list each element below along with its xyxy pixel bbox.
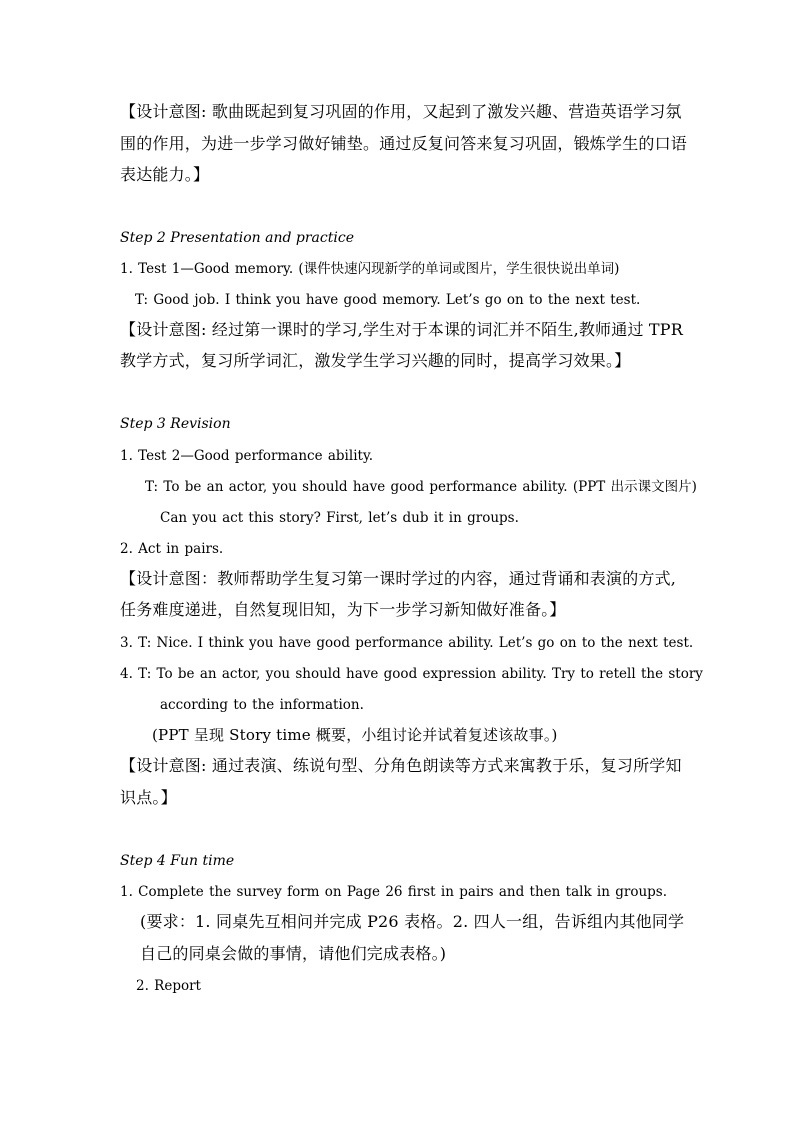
step-heading: Step 3 Revision [120,416,231,432]
design-intent-text: 识点。】 [120,788,177,807]
design-intent-text: 围的作用，为进一步学习做好铺垫。通过反复问答来复习巩固，锻炼学生的口语 [120,134,688,153]
list-item: 1. Complete the survey form on Page 26 first in pairs and then talk in groups. [120,884,667,900]
design-intent-text: 【设计意图：教师帮助学生复习第一课时学过的内容，通过背诵和表演的方式, [120,569,677,588]
design-intent-text: 任务难度递进，自然复现旧知，为下一步学习新知做好准备。】 [120,600,566,619]
design-intent-text: 【设计意图: 通过表演、练说句型、分角色朗读等方式来寓教于乐，复习所学知 [120,756,682,775]
design-intent-text: 【设计意图: 经过第一课时的学习,学生对于本课的词汇并不陌生,教师通过 TPR [120,320,684,339]
list-item-continuation: according to the information. [160,697,364,713]
teacher-line: T: To be an actor, you should have good performance ability. (PPT 出示课文图片) [145,479,697,495]
list-item: 2. Report [136,978,201,994]
list-item: 1. Test 1—Good memory. (课件快速闪现新学的单词或图片，学生很快说出单词) [120,261,620,277]
list-item: 2. Act in pairs. [120,541,224,557]
design-intent-text: 【设计意图: 歌曲既起到复习巩固的作用，又起到了激发兴趣、营造英语学习氛 [120,102,682,121]
list-item: 1. Test 2—Good performance ability. [120,448,374,464]
requirement-text: (要求：1. 同桌先互相问并完成 P26 表格。2. 四人一组，告诉组内其他同学 [140,912,685,931]
design-intent-text: 表达能力。】 [120,165,210,184]
teacher-line: T: Good job. I think you have good memory. Let’s go on to the next test. [135,292,641,308]
step-heading: Step 4 Fun time [120,853,235,869]
list-item: 4. T: To be an actor, you should have good expression ability. Try to retell the story [120,666,703,682]
requirement-text: 自己的同桌会做的事情，请他们完成表格。) [140,944,447,963]
teacher-line: Can you act this story? First, let’s dub it in groups. [160,510,519,526]
ppt-note: (PPT 呈现 Story time 概要，小组讨论并试着复述该故事。) [152,726,558,744]
step-heading: Step 2 Presentation and practice [120,230,354,246]
design-intent-text: 教学方式，复习所学词汇，激发学生学习兴趣的同时，提高学习效果。】 [120,351,631,370]
list-item: 3. T: Nice. I think you have good performance ability. Let’s go on to the next test. [120,635,694,651]
